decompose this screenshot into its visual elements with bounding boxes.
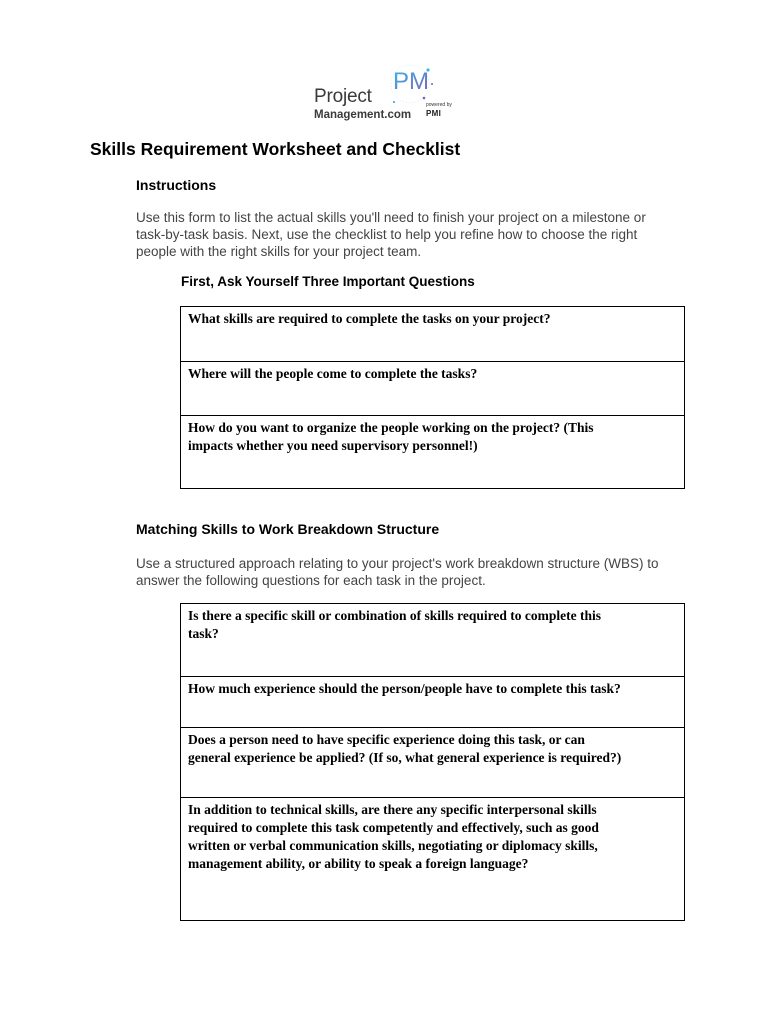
logo-word-project: Project (314, 86, 372, 107)
question-row (181, 604, 685, 677)
logo-powered-by: powered by (426, 102, 452, 108)
question-line: management ability, or ability to speak a foreign language? (188, 856, 529, 871)
question-line: How do you want to organize the people working on the project? (This (188, 420, 594, 435)
project-management-logo (306, 56, 462, 126)
question-row (181, 416, 685, 489)
instructions-line: task-by-task basis. Next, use the checklist to help you refine how to choose the right (136, 227, 638, 242)
question-line: required to complete this task competently and effectively, such as good (188, 820, 599, 835)
instructions-line: people with the right skills for your project team. (136, 244, 422, 259)
question-line: written or verbal communication skills, negotiating or diplomacy skills, (188, 838, 598, 853)
question-row (181, 362, 685, 416)
pm-mark-text: PM (393, 68, 429, 95)
logo-pmi: PMI (426, 109, 442, 118)
question-line: In addition to technical skills, are there any specific interpersonal skills (188, 802, 597, 817)
question-line: How much experience should the person/people have to complete this task? (188, 681, 621, 696)
question-cell[interactable] (181, 307, 685, 362)
question-cell[interactable] (181, 362, 685, 416)
question-cell[interactable] (181, 798, 685, 921)
section2-intro-line: answer the following questions for each task in the project. (136, 573, 486, 588)
question-row (181, 798, 685, 921)
question-line: What skills are required to complete the tasks on your project? (188, 311, 551, 326)
section2-intro-line: Use a structured approach relating to your project's work breakdown structure (WBS) to (136, 556, 659, 571)
page-title: Skills Requirement Worksheet and Checklist (90, 139, 461, 159)
section2-heading: Matching Skills to Work Breakdown Structure (136, 521, 440, 537)
logo-word-management: Management.com (314, 109, 412, 121)
question-line: impacts whether you need supervisory personnel!) (188, 438, 478, 453)
section1-questions-table (180, 306, 685, 489)
question-cell[interactable] (181, 728, 685, 798)
question-line: Does a person need to have specific experience doing this task, or can (188, 732, 585, 747)
question-cell[interactable] (181, 677, 685, 728)
instructions-paragraph (136, 209, 696, 260)
instructions-line: Use this form to list the actual skills you'll need to finish your project on a milestone or (136, 210, 646, 225)
section2-questions-table (180, 603, 685, 921)
question-cell[interactable] (181, 416, 685, 489)
section2-intro (136, 555, 696, 589)
question-line: general experience be applied? (If so, what general experience is required?) (188, 750, 622, 765)
section1-heading: First, Ask Yourself Three Important Questions (181, 274, 475, 289)
question-line: task? (188, 626, 219, 641)
question-line: Where will the people come to complete the tasks? (188, 366, 478, 381)
question-line: Is there a specific skill or combination of skills required to complete this (188, 608, 601, 623)
question-row (181, 307, 685, 362)
instructions-heading: Instructions (136, 177, 217, 193)
question-row (181, 728, 685, 798)
question-row (181, 677, 685, 728)
question-cell[interactable] (181, 604, 685, 677)
